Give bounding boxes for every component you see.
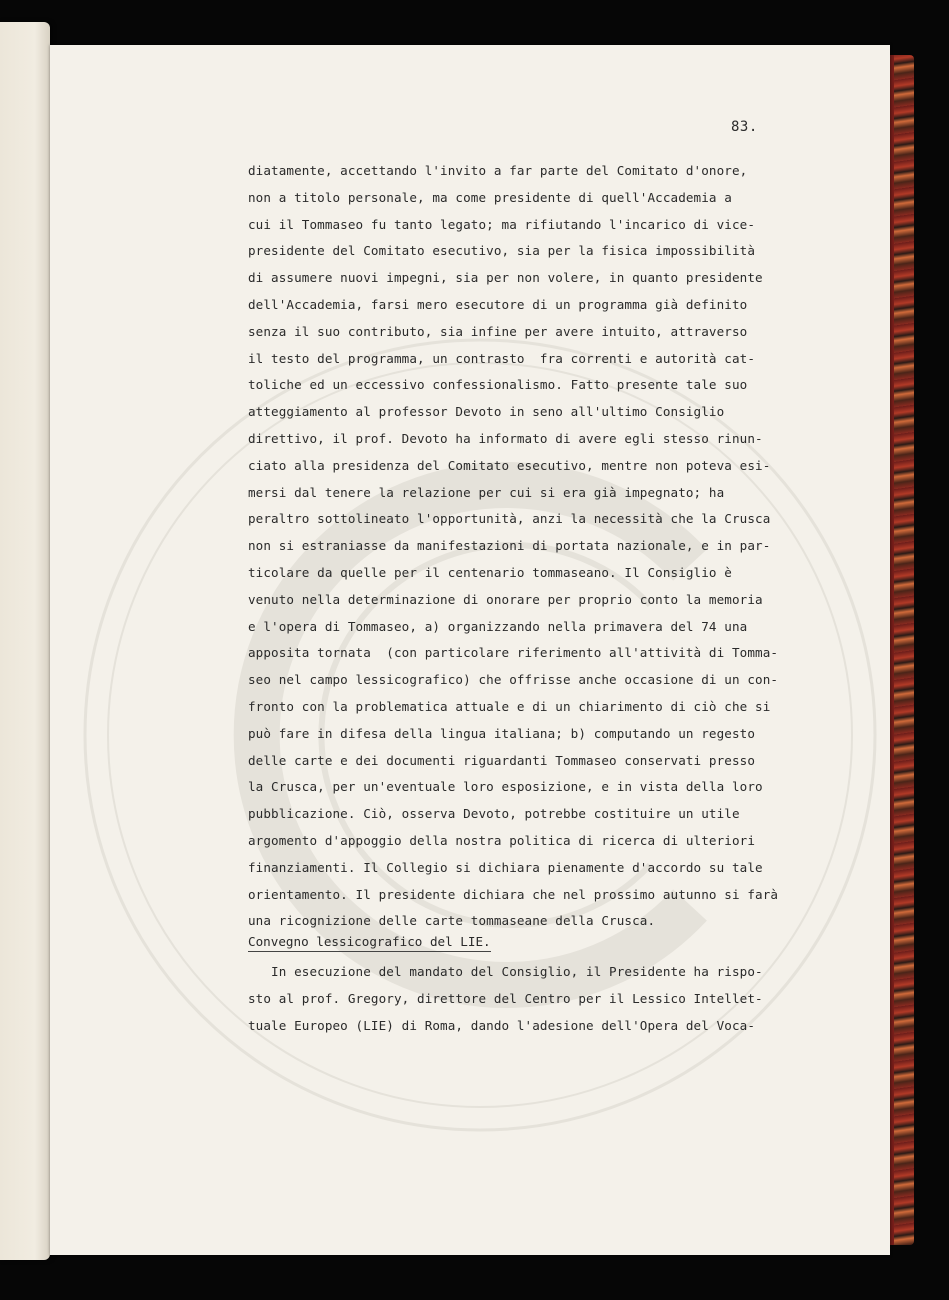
section-heading: Convegno lessicografico del LIE. [248, 933, 491, 952]
text-line: In esecuzione del mandato del Consiglio, il Presidente ha rispo- [248, 964, 763, 979]
text-line: fronto con la problematica attuale e di un chiarimento di ciò che si [248, 698, 771, 714]
text-line: finanziamenti. Il Collegio si dichiara pienamente d'accordo su tale [248, 859, 763, 875]
text-line: diatamente, accettando l'invito a far parte del Comitato d'onore, [248, 163, 748, 178]
page-number: 83. [731, 119, 758, 135]
section-paragraph [248, 959, 828, 1039]
text-line: non a titolo personale, ma come presidente di quell'Accademia a [248, 189, 732, 205]
text-line: una ricognizione delle carte tommaseane della Crusca. [248, 913, 656, 929]
text-line: orientamento. Il presidente dichiara che nel prossimo autunno si farà [248, 886, 779, 902]
text-line: dell'Accademia, farsi mero esecutore di un programma già definito [248, 296, 748, 312]
text-line: seo nel campo lessicografico) che offrisse anche occasione di un con- [248, 672, 779, 688]
text-line: presidente del Comitato esecutivo, sia per la fisica impossibilità [248, 243, 756, 259]
text-line: delle carte e dei documenti riguardanti Tommaseo conservati presso [248, 752, 756, 768]
text-line: ciato alla presidenza del Comitato esecutivo, mentre non poteva esi- [248, 457, 771, 473]
previous-page-edge [0, 22, 50, 1260]
text-line: ticolare da quelle per il centenario tommaseano. Il Consiglio è [248, 564, 732, 580]
text-line: direttivo, il prof. Devoto ha informato di avere egli stesso rinun- [248, 430, 763, 446]
text-line: senza il suo contributo, sia infine per avere intuito, attraverso [248, 323, 748, 339]
text-line: pubblicazione. Ciò, osserva Devoto, potrebbe costituire un utile [248, 806, 740, 822]
document-page [50, 45, 890, 1255]
text-line: peraltro sottolineato l'opportunità, anzi la necessità che la Crusca [248, 511, 771, 527]
text-line: e l'opera di Tommaseo, a) organizzando nella primavera del 74 una [248, 618, 748, 634]
body-paragraph [248, 158, 828, 935]
text-line: il testo del programma, un contrasto fra correnti e autorità cat- [248, 350, 756, 366]
text-line: cui il Tommaseo fu tanto legato; ma rifiutando l'incarico di vice- [248, 216, 756, 232]
text-line: mersi dal tenere la relazione per cui si era già impegnato; ha [248, 484, 725, 500]
text-line: atteggiamento al professor Devoto in seno all'ultimo Consiglio [248, 404, 725, 420]
text-line: toliche ed un eccessivo confessionalismo. Fatto presente tale suo [248, 377, 748, 393]
text-line: argomento d'appoggio della nostra politica di ricerca di ulteriori [248, 832, 756, 848]
text-line: tuale Europeo (LIE) di Roma, dando l'adesione dell'Opera del Voca- [248, 1017, 756, 1033]
text-line: sto al prof. Gregory, direttore del Centro per il Lessico Intellet- [248, 990, 763, 1006]
text-line: venuto nella determinazione di onorare per proprio conto la memoria [248, 591, 763, 607]
text-line: di assumere nuovi impegni, sia per non volere, in quanto presidente [248, 270, 763, 286]
text-line: non si estraniasse da manifestazioni di portata nazionale, e in par- [248, 538, 771, 554]
text-line: apposita tornata (con particolare riferimento all'attività di Tomma- [248, 645, 779, 661]
text-line: la Crusca, per un'eventuale loro esposizione, e in vista della loro [248, 779, 763, 795]
text-line: può fare in difesa della lingua italiana; b) computando un regesto [248, 725, 756, 741]
